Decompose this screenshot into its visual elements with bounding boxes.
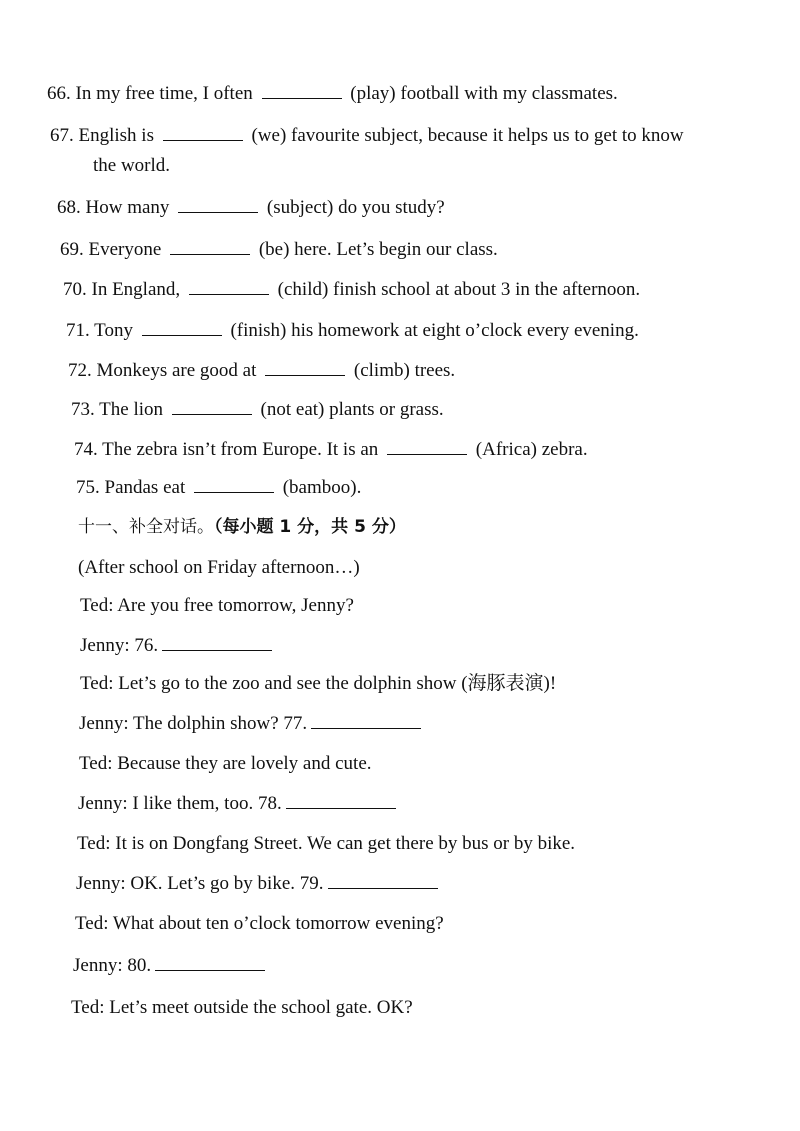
question-66 xyxy=(47,80,618,108)
dialogue-text: Jenny: OK. Let’s go by bike. 79. xyxy=(76,873,324,894)
question-text: Tony xyxy=(94,320,133,341)
question-hint: (subject) do you study? xyxy=(266,197,445,218)
section-title: 十一、补全对话。 xyxy=(78,517,214,537)
dialogue-line: Ted: Let’s meet outside the school gate. OK? xyxy=(71,997,413,1018)
question-hint: (not eat) plants or grass. xyxy=(260,399,444,420)
answer-blank-76[interactable] xyxy=(162,632,272,651)
answer-blank-67[interactable] xyxy=(163,122,243,141)
question-text: Everyone xyxy=(88,239,162,260)
answer-blank-69[interactable] xyxy=(170,236,250,255)
dialogue-line: Ted: Are you free tomorrow, Jenny? xyxy=(80,595,354,616)
answer-blank-73[interactable] xyxy=(172,396,252,415)
question-number: 75. xyxy=(76,477,100,498)
dialogue-line: Ted: Because they are lovely and cute. xyxy=(79,753,372,774)
dialogue-text: Jenny: I like them, too. 78. xyxy=(78,793,282,814)
question-hint: (bamboo). xyxy=(282,477,362,498)
question-number: 73. xyxy=(71,399,95,420)
dialogue-text: Jenny: 76. xyxy=(80,635,159,656)
question-number: 74. xyxy=(74,439,98,460)
question-number: 67. xyxy=(50,125,74,146)
dialogue-line-79 xyxy=(76,870,442,898)
answer-blank-80[interactable] xyxy=(155,952,265,971)
dialogue-line-80 xyxy=(73,952,269,980)
question-hint: (play) football with my classmates. xyxy=(350,83,618,104)
question-text: In my free time, I often xyxy=(75,83,253,104)
answer-blank-75[interactable] xyxy=(194,474,274,493)
answer-blank-77[interactable] xyxy=(311,710,421,729)
dialogue-line: Ted: What about ten o’clock tomorrow evening? xyxy=(75,913,444,934)
question-hint: (Africa) zebra. xyxy=(475,439,588,460)
answer-blank-66[interactable] xyxy=(262,80,342,99)
dialogue-line-77 xyxy=(79,710,425,738)
question-72 xyxy=(68,357,455,385)
question-hint: (child) finish school at about 3 in the afternoon. xyxy=(277,279,641,300)
question-69 xyxy=(60,236,498,264)
question-text: Monkeys are good at xyxy=(96,360,257,381)
question-text: English is xyxy=(78,125,154,146)
section-heading xyxy=(78,513,406,541)
question-number: 72. xyxy=(68,360,92,381)
dialogue-line-76 xyxy=(80,632,276,660)
question-73 xyxy=(71,396,444,424)
answer-blank-71[interactable] xyxy=(142,317,222,336)
question-74 xyxy=(74,436,588,464)
question-number: 70. xyxy=(63,279,87,300)
dialogue-line: Ted: Let’s go to the zoo and see the dolphin show (海豚表演)! xyxy=(80,673,557,694)
question-text: The lion xyxy=(99,399,164,420)
dialogue-text: Jenny: The dolphin show? 77. xyxy=(79,713,308,734)
answer-blank-72[interactable] xyxy=(265,357,345,376)
question-text: In England, xyxy=(91,279,181,300)
question-hint: (climb) trees. xyxy=(353,360,456,381)
question-75 xyxy=(76,474,361,502)
dialogue-intro: (After school on Friday afternoon…) xyxy=(78,557,360,578)
answer-blank-78[interactable] xyxy=(286,790,396,809)
dialogue-text: Jenny: 80. xyxy=(73,955,152,976)
question-67 xyxy=(50,122,684,150)
question-71 xyxy=(66,317,639,345)
question-hint: (be) here. Let’s begin our class. xyxy=(258,239,498,260)
question-text: The zebra isn’t from Europe. It is an xyxy=(102,439,379,460)
question-70 xyxy=(63,276,640,304)
answer-blank-68[interactable] xyxy=(178,194,258,213)
question-text: How many xyxy=(85,197,170,218)
question-hint: (finish) his homework at eight o’clock every evening. xyxy=(230,320,639,341)
question-68 xyxy=(57,194,445,222)
answer-blank-70[interactable] xyxy=(189,276,269,295)
question-number: 66. xyxy=(47,83,71,104)
question-text: Pandas eat xyxy=(104,477,186,498)
answer-blank-74[interactable] xyxy=(387,436,467,455)
question-number: 71. xyxy=(66,320,90,341)
dialogue-line: Ted: It is on Dongfang Street. We can get there by bus or by bike. xyxy=(77,833,576,854)
answer-blank-79[interactable] xyxy=(328,870,438,889)
dialogue-line-78 xyxy=(78,790,400,818)
question-number: 69. xyxy=(60,239,84,260)
section-score: （每小题 1 分，共 5 分） xyxy=(214,517,406,537)
question-number: 68. xyxy=(57,197,81,218)
question-hint: (we) favourite subject, because it helps us to get to know xyxy=(251,125,684,146)
question-67-continuation: the world. xyxy=(93,155,171,176)
